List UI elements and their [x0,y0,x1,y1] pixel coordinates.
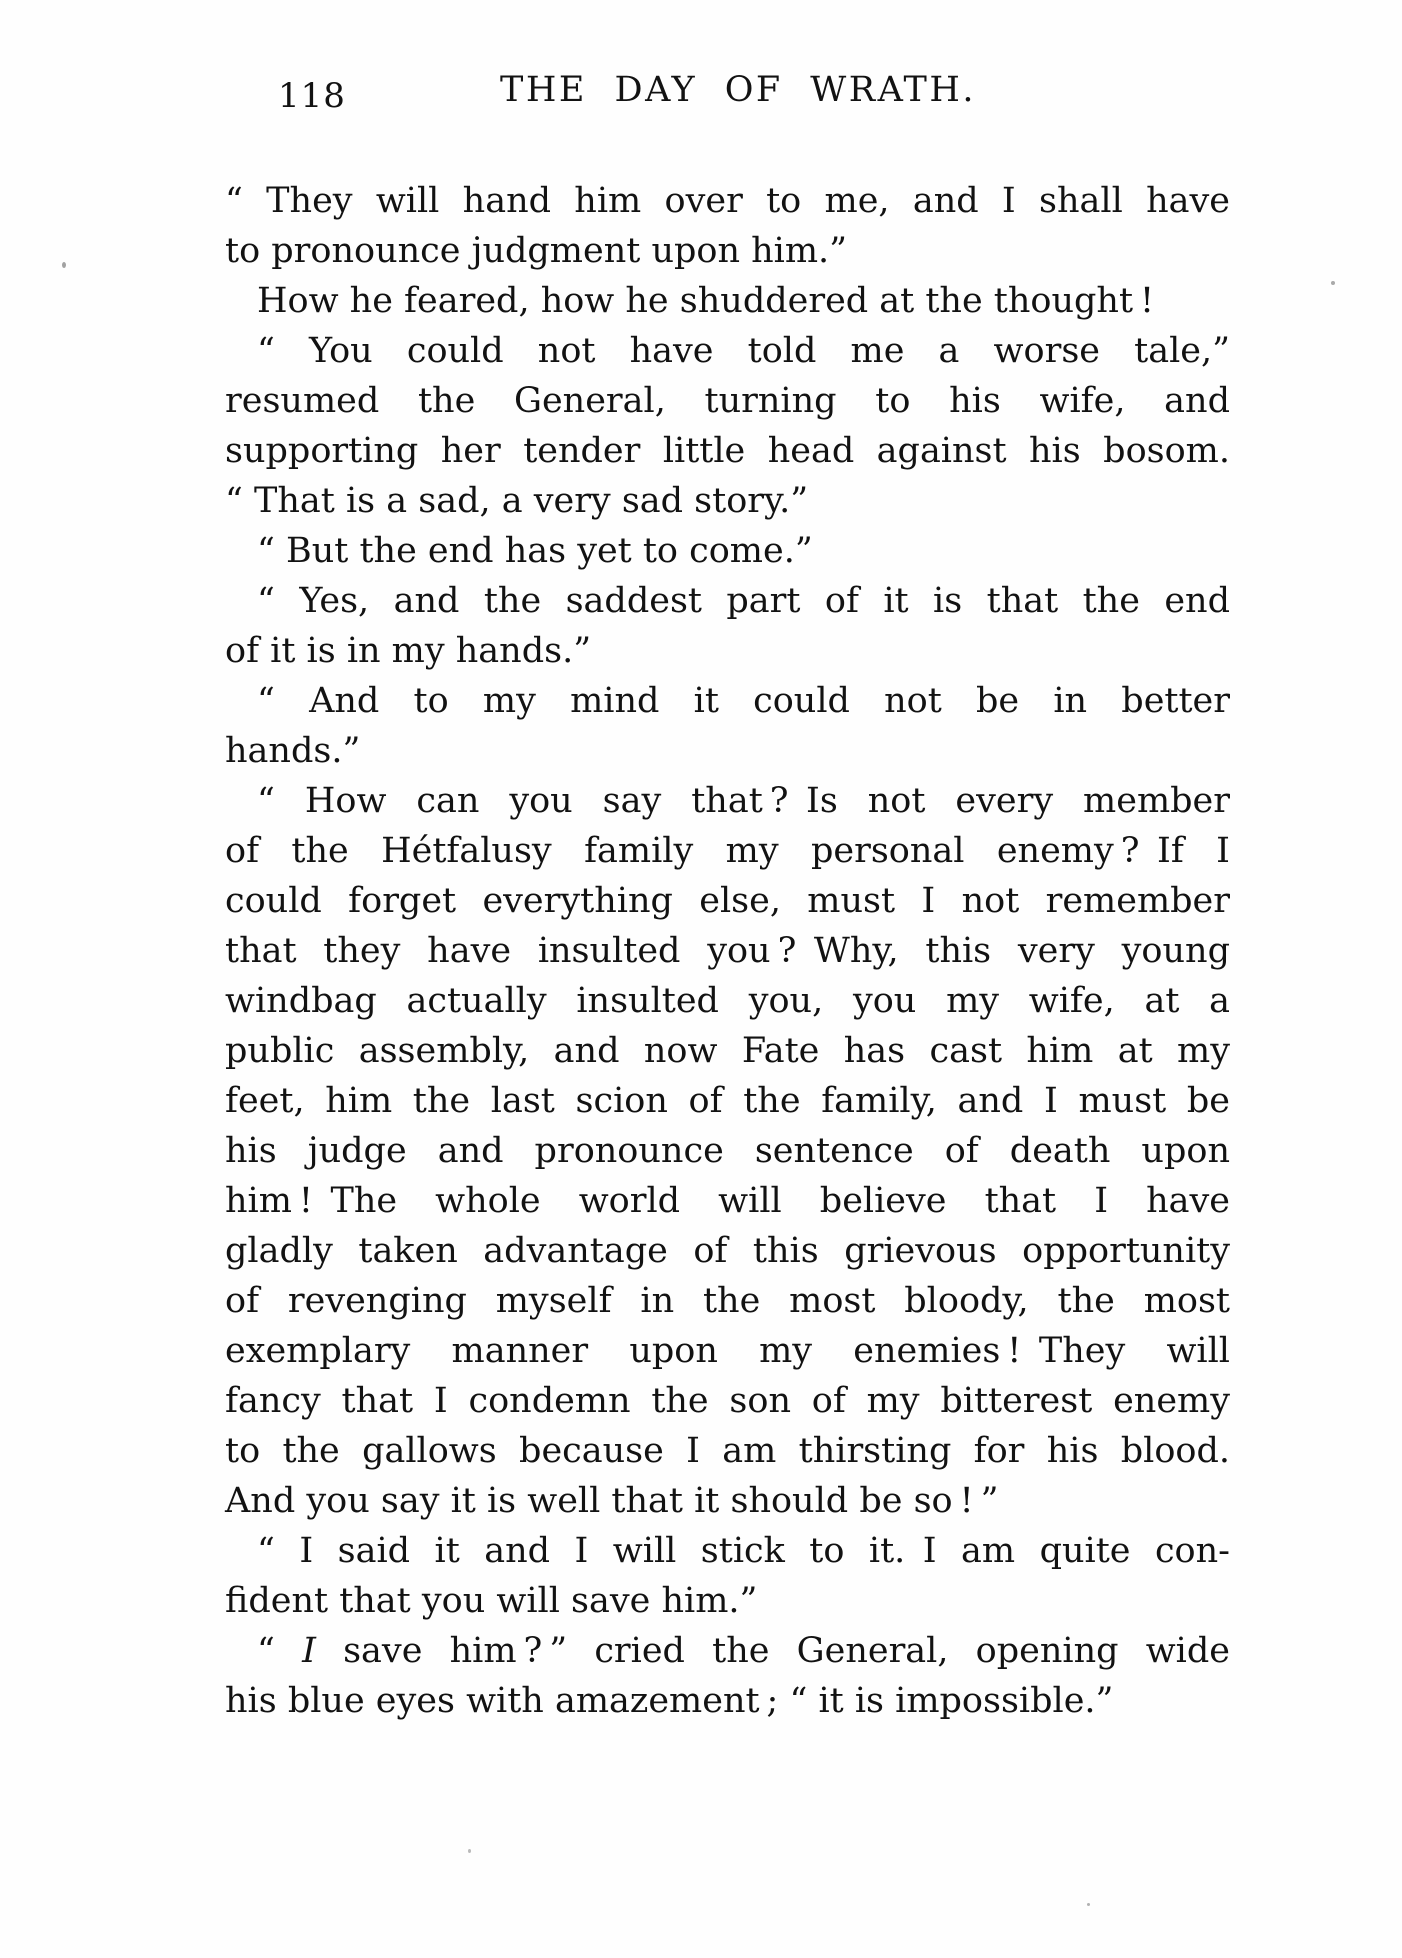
book-title-header: THE DAY OF WRATH. [500,70,976,110]
text-line: that they have insulted you ? Why, this very young [225,931,1230,971]
text-line: feet, him the last scion of the family, and I must be [225,1081,1230,1121]
text-line: exemplary manner upon my enemies ! They will [225,1331,1230,1371]
scan-speck [1087,1903,1090,1906]
paragraph [225,276,1230,326]
text-line: to pronounce judgment upon him.” [225,231,848,271]
paragraph [225,326,1230,526]
paragraph [225,526,1230,576]
text-line: of it is in my hands.” [225,631,592,671]
page-body [225,176,1230,1726]
text-line: windbag actually insulted you, you my wife, at a [225,981,1230,1021]
scan-speck [468,1849,471,1853]
text-line: him ! The whole world will believe that I have [225,1181,1230,1221]
text-line: “ They will hand him over to me, and I shall have [225,181,1230,221]
text-line: public assembly, and now Fate has cast him at my [225,1031,1230,1071]
text-line: “ That is a sad, a very sad story.” [225,481,809,521]
paragraph [225,576,1230,676]
text-line: “ And to my mind it could not be in better [257,681,1230,721]
paragraph [225,776,1230,1526]
italic-text: I [302,1631,316,1671]
paragraph [225,1526,1230,1626]
text-line: hands.” [225,731,361,771]
paragraph [225,176,1230,276]
text-line: his blue eyes with amazement ; “ it is impossible.” [225,1681,1114,1721]
text-line: could forget everything else, must I not remember [225,881,1230,921]
page-number: 118 [278,76,346,116]
text-line: “ Yes, and the saddest part of it is that the end [257,581,1230,621]
paragraph [225,1626,1230,1726]
text-line: “ I save him ? ” cried the General, opening wide [257,1631,1230,1671]
paragraph [225,676,1230,776]
text-line: “ How can you say that ? Is not every member [257,781,1230,821]
text-line: fancy that I condemn the son of my bitterest enemy [225,1381,1230,1421]
running-head [0,70,1402,120]
text-line: “ But the end has yet to come.” [257,531,813,571]
text-line: of revenging myself in the most bloody, the most [225,1281,1230,1321]
text-line: of the Hétfalusy family my personal enemy ? If I [225,831,1230,871]
scan-speck [1331,281,1335,285]
scan-speck [62,262,66,268]
text-line: gladly taken advantage of this grievous opportunity [225,1231,1230,1271]
text-line: How he feared, how he shuddered at the thought ! [257,281,1155,321]
text-line: his judge and pronounce sentence of death upon [225,1131,1230,1171]
text-line: to the gallows because I am thirsting for his blood. [225,1431,1230,1471]
text-line: resumed the General, turning to his wife, and [225,381,1230,421]
text-line: supporting her tender little head against his bosom. [225,431,1230,471]
text-line: fident that you will save him.” [225,1581,758,1621]
text-line: “ You could not have told me a worse tale,” [257,331,1230,371]
text-line: “ I said it and I will stick to it. I am quite con- [257,1531,1230,1571]
text-line: And you say it is well that it should be so ! ” [225,1481,999,1521]
